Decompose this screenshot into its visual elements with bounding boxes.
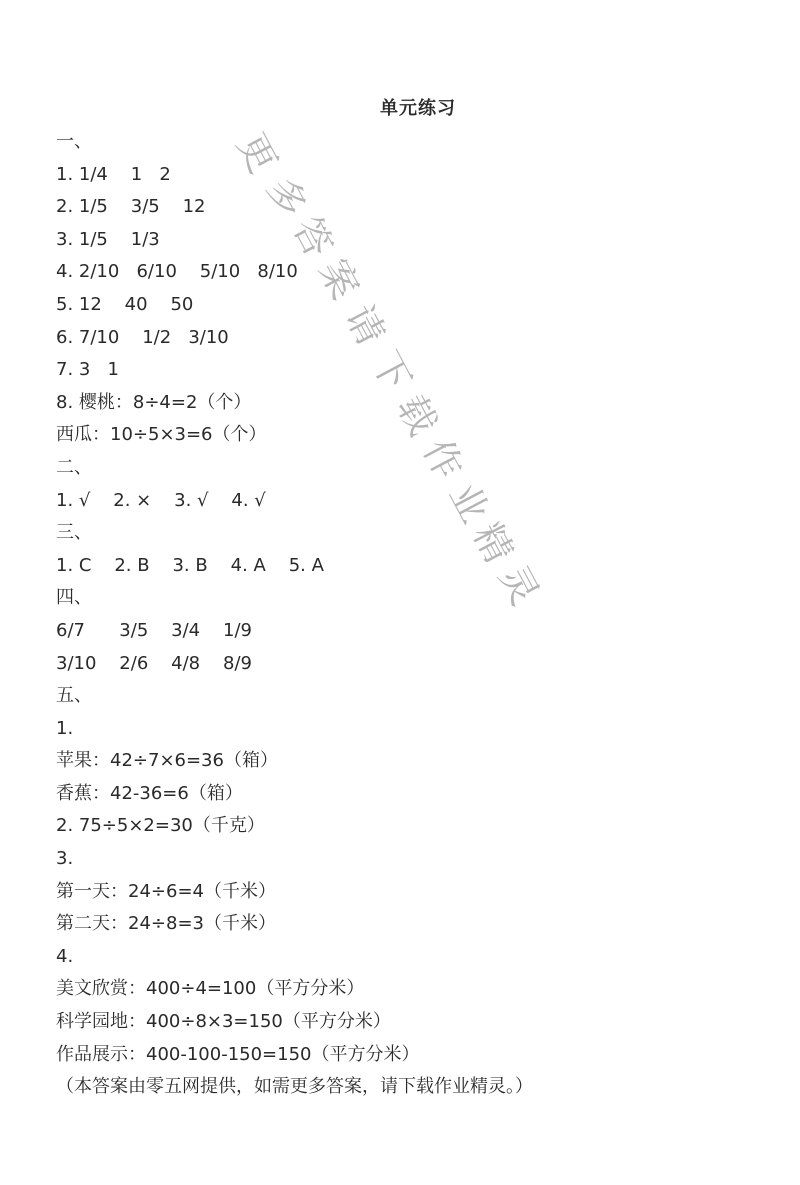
answer-line: 四、 [56, 587, 92, 609]
answer-line: 5. 12 40 50 [56, 293, 194, 315]
answer-line: 美文欣赏：400÷4=100（平方分米） [56, 978, 365, 1000]
watermark-char: 下 [362, 343, 420, 399]
watermark-char: 案 [310, 251, 368, 307]
answer-line: 4. [56, 945, 74, 967]
answer-line: 6. 7/10 1/2 3/10 [56, 326, 229, 348]
watermark-char: 答 [284, 209, 342, 265]
answer-line: 第二天：24÷8=3（千米） [56, 913, 276, 935]
answer-line: 五、 [56, 685, 92, 707]
answer-line: 作品展示：400-100-150=150（平方分米） [56, 1043, 420, 1065]
answer-line: 一、 [56, 131, 92, 152]
watermark-char: 业 [440, 475, 498, 531]
source-note: （本答案由零五网提供，如需更多答案，请下载作业精灵。） [56, 1076, 533, 1098]
answer-line: 4. 2/10 6/10 5/10 8/10 [56, 261, 298, 283]
answer-line: 1. 1/4 1 2 [56, 163, 171, 185]
answer-line: 1. C 2. B 3. B 4. A 5. A [56, 554, 324, 576]
answer-line: 3/10 2/6 4/8 8/9 [56, 652, 252, 674]
watermark-char: 灵 [490, 557, 548, 613]
answer-line: 2. 1/5 3/5 12 [56, 196, 206, 218]
watermark-char: 精 [464, 515, 522, 571]
answer-line: 1. √ 2. × 3. √ 4. √ [56, 489, 266, 511]
answer-line: 三、 [56, 522, 92, 544]
watermark-char: 作 [414, 431, 472, 487]
answer-line: 科学园地：400÷8×3=150（平方分米） [56, 1011, 391, 1033]
answer-line: 8. 樱桃：8÷4=2（个） [56, 391, 252, 413]
watermark-char: 请 [336, 297, 394, 353]
answer-list [56, 126, 780, 1104]
answer-line: 西瓜：10÷5×3=6（个） [56, 424, 267, 446]
answer-line: 第一天：24÷6=4（千米） [56, 880, 276, 902]
answer-line: 6/7 3/5 3/4 1/9 [56, 619, 252, 641]
answer-line: 7. 3 1 [56, 359, 119, 381]
answer-line: 香蕉：42-36=6（箱） [56, 782, 243, 804]
answer-line: 苹果：42÷7×6=36（箱） [56, 750, 278, 772]
page-title: 单元练习 [380, 98, 456, 119]
answer-line: 2. 75÷5×2=30（千克） [56, 815, 265, 837]
answer-line: 3. 1/5 1/3 [56, 228, 160, 250]
answer-line: 3. [56, 848, 74, 870]
answer-line: 1. [56, 717, 74, 739]
watermark-char: 更 [228, 125, 286, 181]
answer-line: 二、 [56, 456, 92, 478]
watermark-char: 多 [258, 169, 316, 225]
watermark-char: 载 [388, 387, 446, 443]
